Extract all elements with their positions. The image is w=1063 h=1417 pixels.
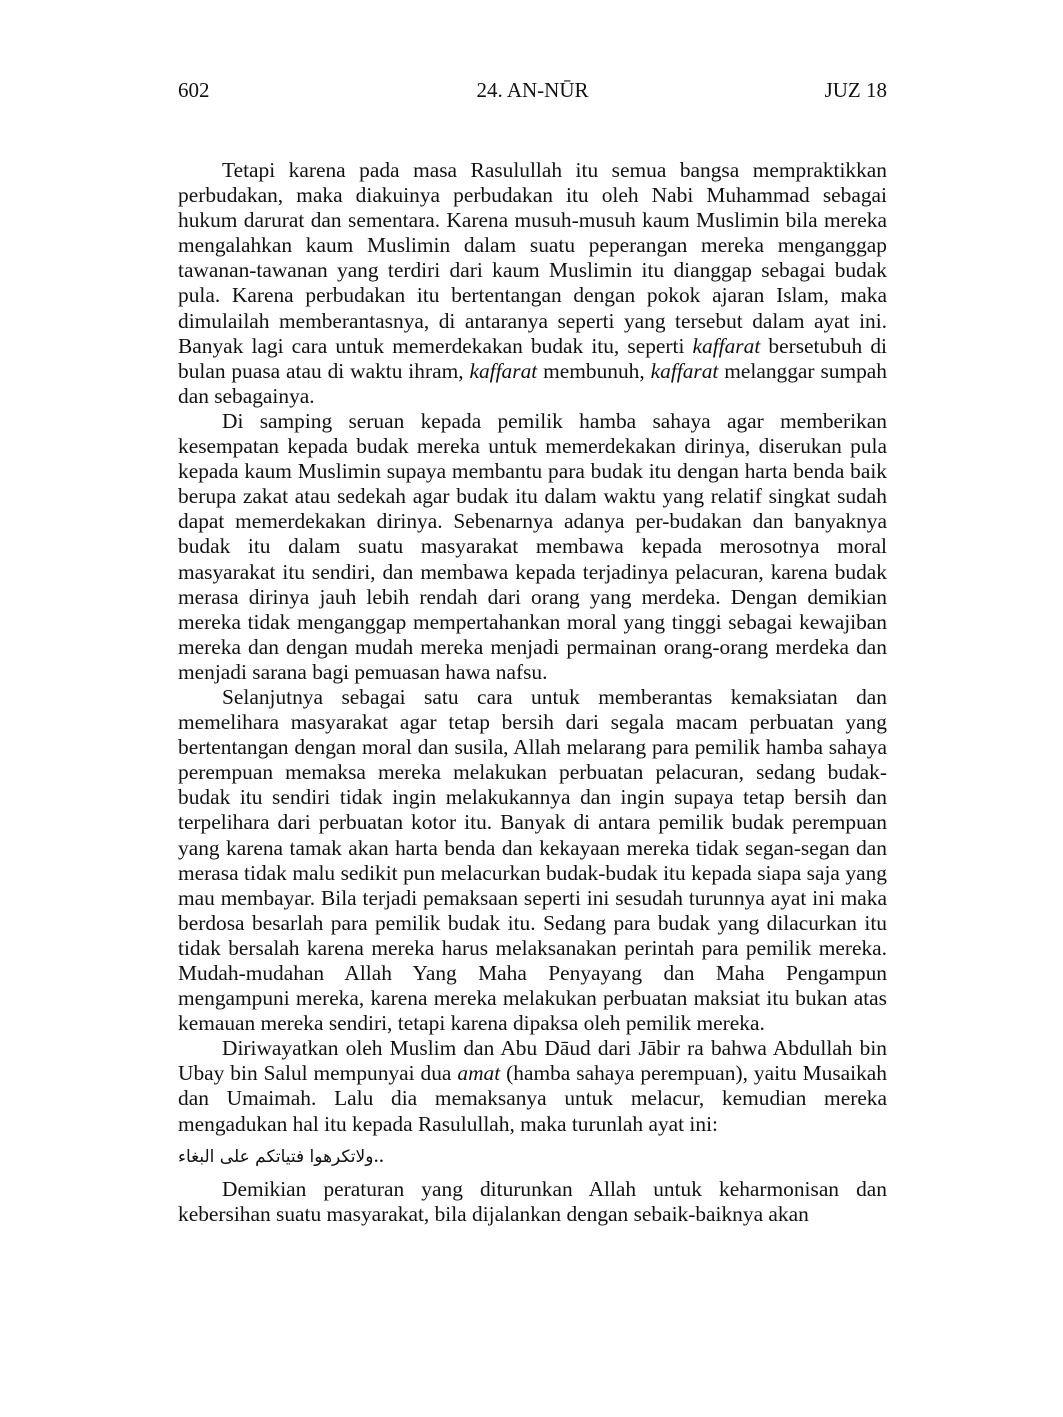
chapter-title: 24. AN-NŪR	[476, 78, 589, 102]
paragraph-4-text-b: (hamba sahaya perempuan), yaitu Musaikah dan Umaimah. Lalu dia memaksanya untuk melacur, kemudian mereka mengadukan hal itu kepada Rasulullah, maka turunlah ayat ini:	[178, 1061, 887, 1136]
arabic-verse-trailing: ..	[373, 1142, 385, 1167]
page-header	[178, 76, 887, 104]
paragraph-3: Selanjutnya sebagai satu cara untuk memberantas kemaksiatan dan memelihara masyarakat agar tetap bersih dari segala macam perbuatan yang bertentangan dengan moral dan susila, Allah melarang para pemilik hamba sahaya perempuan memaksa mereka melakukan perbuatan pelacuran, sedang budak-budak itu sendiri tidak ingin melakukannya dan ingin supaya tetap bersih dan terpelihara dari perbuatan kotor itu. Banyak di antara pemilik budak perempuan yang karena tamak akan harta benda dan kekayaan mereka tidak segan-segan dan merasa tidak malu sedikit pun melacurkan budak-budak itu kepada siapa saja yang mau membayar. Bila terjadi pemaksaan seperti ini sesudah turunnya ayat ini maka berdosa besarlah para pemilik budak itu. Sedang para budak yang dilacurkan itu tidak bersalah karena mereka harus melaksanakan perintah para pemilik mereka. Mudah-mudahan Allah Yang Maha Penyayang dan Maha Pengampun mengampuni mereka, karena mereka melakukan perbuatan maksiat itu bukan atas kemauan mereka sendiri, tetapi karena dipaksa oleh pemilik mereka.	[178, 684, 887, 1036]
paragraph-1-text-b: bersetubuh di bulan puasa atau di waktu ihram,	[178, 333, 887, 383]
paragraph-1	[178, 158, 887, 409]
paragraph-1-text-a: Tetapi karena pada masa Rasulullah itu semua bangsa mempraktikkan perbudakan, maka diakuinya perbudakan itu oleh Nabi Muhammad sebagai hukum darurat dan sementara. Karena musuh-musuh kaum Muslimin bila mereka mengalahkan kaum Muslimin dalam suatu peperangan mereka menganggap tawanan-tawanan yang terdiri dari kaum Muslimin itu dianggap sebagai budak pula. Karena perbudakan itu bertentangan dengan pokok ajaran Islam, maka dimulailah memberantasnya, di antaranya seperti yang tersebut dalam ayat ini. Banyak lagi cara untuk memerdekakan budak itu, seperti	[178, 158, 887, 358]
arabic-verse: ولاتكرهوا فتياتكم على البغاء	[178, 1146, 374, 1167]
paragraph-4	[178, 1036, 887, 1136]
arabic-verse-line	[178, 1139, 887, 1173]
page-number: 602	[178, 78, 210, 102]
italic-term-kaffarat: kaffarat	[469, 358, 538, 383]
paragraph-1-text-d: melanggar sumpah dan sebagainya.	[178, 358, 887, 408]
italic-term-kaffarat: kaffarat	[692, 333, 761, 358]
paragraph-5: Demikian peraturan yang diturunkan Allah untuk keharmonisan dan kebersihan suatu masyarakat, bila dijalankan dengan sebaik-baiknya akan	[178, 1176, 887, 1226]
italic-term-kaffarat: kaffarat	[650, 358, 719, 383]
paragraph-4-text-a: Diriwayatkan oleh Muslim dan Abu Dāud dari Jābir ra bahwa Abdullah bin Ubay bin Salul mempunyai dua	[178, 1036, 887, 1086]
paragraph-2: Di samping seruan kepada pemilik hamba sahaya agar memberikan kesempatan kepada budak mereka untuk memerdekakan dirinya, diserukan pula kepada kaum Muslimin supaya membantu para budak itu dengan harta benda baik berupa zakat atau sedekah agar budak itu dalam waktu yang relatif singkat sudah dapat memerdekakan dirinya. Sebenarnya adanya per-budakan dan banyaknya budak itu dalam suatu masyarakat membawa kepada merosotnya moral masyarakat itu sendiri, dan membawa kepada terjadinya pelacuran, karena budak merasa dirinya jauh lebih rendah dari orang yang merdeka. Dengan demikian mereka tidak menganggap mempertahankan moral yang tinggi sebagai kewajiban mereka dan dengan mudah mereka menjadi permainan orang-orang merdeka dan menjadi sarana bagi pemuasan hawa nafsu.	[178, 408, 887, 684]
body-text	[178, 158, 887, 1227]
paragraph-1-text-c: membunuh,	[537, 358, 651, 383]
juz-label: JUZ 18	[824, 78, 887, 102]
italic-term-amat: amat	[457, 1061, 501, 1086]
